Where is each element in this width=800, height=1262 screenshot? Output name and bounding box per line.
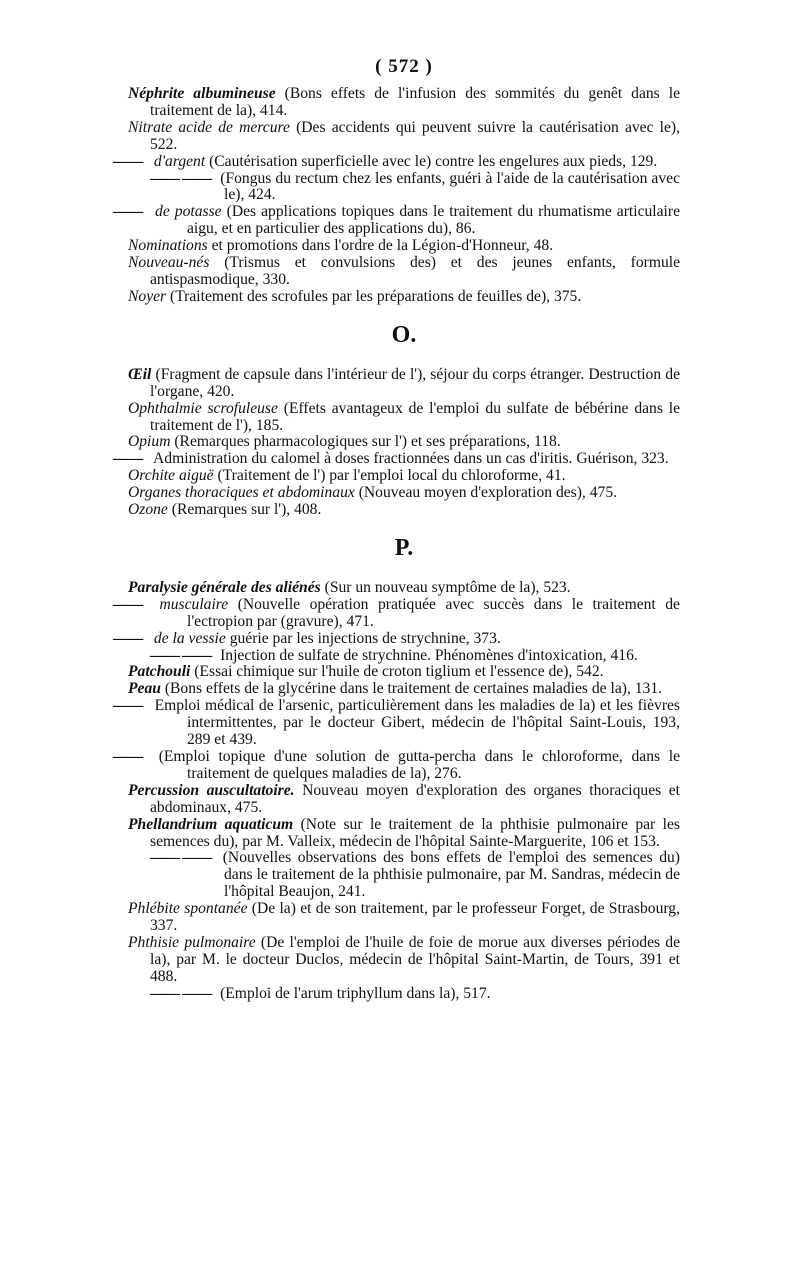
- index-entry: [128, 238, 680, 255]
- entry-text: (Remarques sur l'), 408.: [167, 501, 322, 519]
- index-page: [113, 56, 681, 1003]
- index-entry: [128, 120, 680, 154]
- index-entry: —— Administration du calomel à doses fractionnées dans un cas d'iritis. Guérison, 323.: [113, 450, 669, 468]
- index-entry: [128, 901, 680, 935]
- entry-text: (Fongus du rectum chez les enfants, guéri à l'aide de la cautérisation avec le), 424.: [220, 169, 680, 204]
- index-entry: —— de la vessie guérie par les injections de strychnine, 373.: [113, 629, 501, 647]
- entry-text: (Traitement des scrofules par les préparations de feuilles de), 375.: [166, 287, 582, 305]
- entry-heading: Paralysie générale des aliénés: [128, 578, 321, 596]
- entry-text: Nouveau moyen d'exploration des organes thoraciques et abdominaux, 475.: [150, 781, 681, 816]
- entry-heading: Nouveau-nés: [128, 254, 210, 272]
- index-entry: [128, 434, 680, 451]
- index-entry: [128, 171, 680, 205]
- entry-text: (Note sur le traitement de la phthisie pulmonaire par les semences du), par M. Valleix, médecin de l'hôpital Sainte-Marguerite, 106 et 153.: [150, 815, 680, 850]
- entry-text: Emploi médical de l'arsenic, particulièrement dans les maladies de la) et les fièvres intermittentes, par le docteur Gibert, médecin de l'hôpital Saint-Louis, 193, 289 et 439.: [154, 697, 680, 749]
- section-o-entries: [113, 365, 680, 519]
- index-entry: [128, 468, 680, 485]
- index-entry: [128, 986, 680, 1003]
- index-entry: [128, 367, 680, 401]
- index-entry: [128, 648, 680, 665]
- entry-text: (Nouveau moyen d'exploration des), 475.: [354, 484, 618, 502]
- index-entry: [128, 664, 680, 681]
- entry-text: (Trismus et convulsions des) et des jeunes enfants, formule antispasmodique, 330.: [150, 254, 680, 288]
- index-entry: [128, 681, 680, 698]
- entry-heading: de la vessie: [153, 629, 226, 647]
- entry-heading: Percussion auscultatoire.: [128, 781, 295, 799]
- entry-heading: Ophthalmie scrofuleuse: [128, 399, 278, 417]
- entry-text: Administration du calomel à doses fractionnées dans un cas d'iritis. Guérison, 323.: [153, 450, 669, 468]
- entry-heading: Phellandrium aquaticum: [128, 815, 294, 833]
- index-entry: [128, 289, 680, 306]
- entry-text: (Cautérisation superficielle avec le) contre les engelures aux pieds, 129.: [205, 152, 658, 170]
- index-entry: [128, 850, 680, 901]
- entry-text: (Effets avantageux de l'emploi du sulfate de bébérine dans le traitement de l'), 185.: [150, 399, 680, 434]
- index-entry: [128, 817, 680, 851]
- entry-text: (De la) et de son traitement, par le professeur Forget, de Strasbourg, 337.: [150, 900, 680, 935]
- page-number: ( 572 ): [375, 56, 433, 77]
- entry-heading: Opium: [128, 433, 171, 451]
- entry-text: (Essai chimique sur l'huile de croton tiglium et l'essence de), 542.: [190, 663, 604, 681]
- index-entry: —— d'argent (Cautérisation superficielle avec le) contre les engelures aux pieds, 129.: [113, 152, 658, 170]
- entry-heading: Ozone: [128, 501, 168, 519]
- entry-text: (Fragment de capsule dans l'intérieur de l'), séjour du corps étranger. Destruction de l'organe, 420.: [150, 365, 680, 400]
- entry-text: (Nouvelles observations des bons effets de l'emploi des semences du) dans le traitement de la phthisie pulmonaire, par M. Sandras, médecin de l'hôpital Beaujon, 241.: [222, 849, 680, 901]
- entry-heading: musculaire: [159, 595, 229, 613]
- entry-heading: Nitrate acide de mercure: [128, 118, 290, 136]
- index-entry: [128, 580, 680, 597]
- entry-heading: Organes thoraciques et abdominaux: [128, 484, 355, 502]
- entry-heading: Orchite aiguë: [128, 467, 214, 485]
- entry-text: (Nouvelle opération pratiquée avec succès dans le traitement de l'ectropion par (gravure), 471.: [187, 595, 680, 630]
- ditto-dash: —— ——: [150, 646, 212, 664]
- index-entry: —— musculaire (Nouvelle opération pratiquée avec succès dans le traitement de l'ectropion par (gravure), 471.: [113, 595, 680, 630]
- entry-text: (De l'emploi de l'huile de foie de morue aux diverses périodes de la), par M. le docteur Duclos, médecin de l'hôpital Saint-Martin, de Tours, 391 et 488.: [150, 933, 681, 985]
- ditto-dash: —— ——: [150, 984, 212, 1002]
- entry-text: (Sur un nouveau symptôme de la), 523.: [320, 578, 571, 596]
- entry-text: (Bons effets de l'infusion des sommités du genêt dans le traitement de la), 414.: [150, 85, 681, 119]
- section-letter-p: P.: [394, 534, 414, 561]
- section-p-entries: [113, 578, 681, 1003]
- entry-heading: Phthisie pulmonaire: [128, 933, 256, 951]
- index-entry: [128, 255, 680, 289]
- entry-heading: de potasse: [155, 203, 222, 221]
- entry-heading: d'argent: [153, 152, 206, 170]
- entry-text: (Emploi de l'arum triphyllum dans la), 517.: [220, 984, 491, 1002]
- section-n-entries: [113, 85, 681, 306]
- entry-text: guérie par les injections de strychnine, 373.: [225, 629, 501, 647]
- index-entry: [128, 401, 680, 435]
- index-entry: [128, 502, 680, 519]
- entry-heading: Phlébite spontanée: [128, 900, 248, 918]
- entry-text: (Bons effets de la glycérine dans le traitement de certaines maladies de la), 131.: [160, 680, 663, 698]
- entry-text: Injection de sulfate de strychnine. Phénomènes d'intoxication, 416.: [220, 646, 638, 664]
- index-entry: [128, 86, 680, 120]
- entry-text: (Traitement de l') par l'emploi local du chloroforme, 41.: [213, 467, 566, 485]
- index-entry: —— de potasse (Des applications topiques dans le traitement du rhumatisme articulaire aigu, et en particulier des applications du), 86.: [113, 203, 681, 238]
- index-entry: —— Emploi médical de l'arsenic, particulièrement dans les maladies de la) et les fièvres intermittentes, par le docteur Gibert, médecin de l'hôpital Saint-Louis, 193, 289 et 439.: [113, 697, 680, 749]
- entry-heading: Peau: [128, 680, 161, 698]
- index-entry: —— (Emploi topique d'une solution de gutta-percha dans le chloroforme, dans le traitement de quelques maladies de la), 276.: [113, 748, 680, 782]
- entry-heading: Néphrite albumineuse: [128, 85, 276, 102]
- entry-heading: Nominations: [128, 237, 208, 255]
- entry-heading: Noyer: [128, 287, 167, 305]
- entry-heading: Œil: [128, 365, 152, 383]
- ditto-dash: —— ——: [150, 849, 212, 867]
- entry-text: (Des applications topiques dans le traitement du rhumatisme articulaire aigu, et en particulier des applications du), 86.: [187, 203, 681, 238]
- entry-text: (Emploi topique d'une solution de gutta-percha dans le chloroforme, dans le traitement de quelques maladies de la), 276.: [158, 748, 680, 782]
- entry-text: et promotions dans l'ordre de la Légion-d'Honneur, 48.: [207, 237, 554, 255]
- ditto-dash: —— ——: [150, 169, 212, 187]
- index-entry: [128, 485, 680, 502]
- entry-heading: Patchouli: [128, 663, 191, 681]
- index-entry: [128, 935, 680, 986]
- entry-text: (Remarques pharmacologiques sur l') et ses préparations, 118.: [170, 433, 561, 451]
- index-entry: [128, 783, 680, 817]
- entry-text: (Des accidents qui peuvent suivre la cautérisation avec le), 522.: [150, 118, 680, 153]
- section-letter-o: O.: [391, 321, 417, 348]
